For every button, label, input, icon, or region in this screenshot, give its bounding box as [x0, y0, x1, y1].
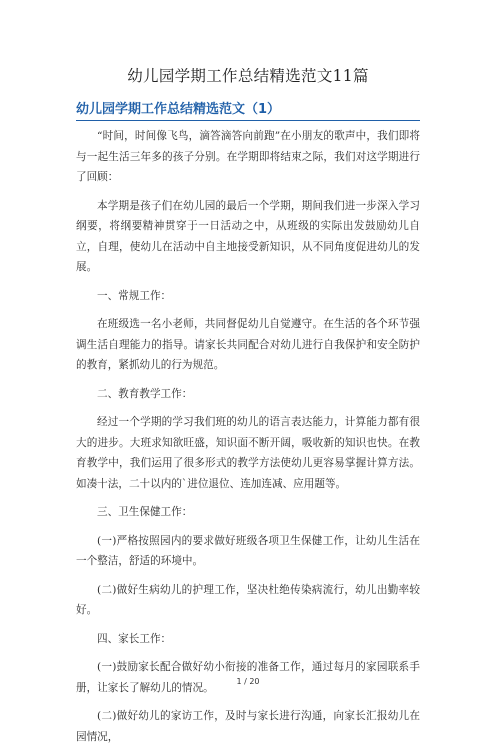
paragraph-routine-work: 在班级选一名小老师，共同督促幼儿自觉遵守。在生活的各个环节强调生活自理能力的指导。请家长共同配合对幼儿进行自我保护和安全防护的教育，紧抓幼儿的行为规范。 — [76, 318, 420, 371]
paragraph-parent-work-2: (二)做好幼儿的家访工作，及时与家长进行沟通，向家长汇报幼儿在园情况， — [76, 710, 420, 743]
page-number: 1 / 20 — [236, 677, 260, 686]
document-body — [76, 126, 420, 755]
heading-parent-work: 四、家长工作： — [97, 632, 172, 645]
heading-health-care: 三、卫生保健工作： — [97, 506, 193, 518]
paragraph-health-care-2: (二)做好生病幼儿的护理工作，坚决杜绝传染病流行，幼儿出勤率较好。 — [76, 583, 420, 616]
document-title: 幼儿园学期工作总结精选范文11篇 — [127, 67, 369, 85]
paragraph-parent-work-1: (一)鼓励家长配合做好幼小衔接的准备工作，通过每月的家园联系手册，让家长了解幼儿的情况。 — [76, 661, 420, 694]
section-heading: 幼儿园学期工作总结精选范文（1） — [76, 98, 420, 121]
heading-teaching-work: 二、教育教学工作： — [97, 387, 193, 400]
paragraph-teaching-work: 经过一个学期的学习我们班的幼儿的语言表达能力，计算能力都有很大的进步。大班求知欲旺盛，知识面不断开阔，吸收新的知识也快。在教育教学中，我们运用了很多形式的教学方法使幼儿更容易掌握计算方法。如凑十法，二十以内的`进位退位、连加连减、应用题等。 — [76, 416, 420, 490]
paragraph-intro: “时间，时间像飞鸟，滴答滴答向前跑”在小朋友的歌声中，我们即将与一起生活三年多的孩子分别。在学期即将结束之际，我们对这学期进行了回顾： — [76, 130, 420, 183]
heading-routine-work: 一、常规工作： — [97, 289, 172, 302]
paragraph-overview: 本学期是孩子们在幼儿园的最后一个学期，期间我们进一步深入学习纲要，将纲要精神贯穿于一日活动之中，从班级的实际出发鼓励幼儿自立，自理，使幼儿在活动中自主地接受新知识，从不同角度促进幼儿的发展。 — [76, 199, 420, 273]
paragraph-health-care-1: (一)严格按照园内的要求做好班级各项卫生保健工作，让幼儿生活在一个整洁，舒适的环境中。 — [76, 534, 420, 567]
